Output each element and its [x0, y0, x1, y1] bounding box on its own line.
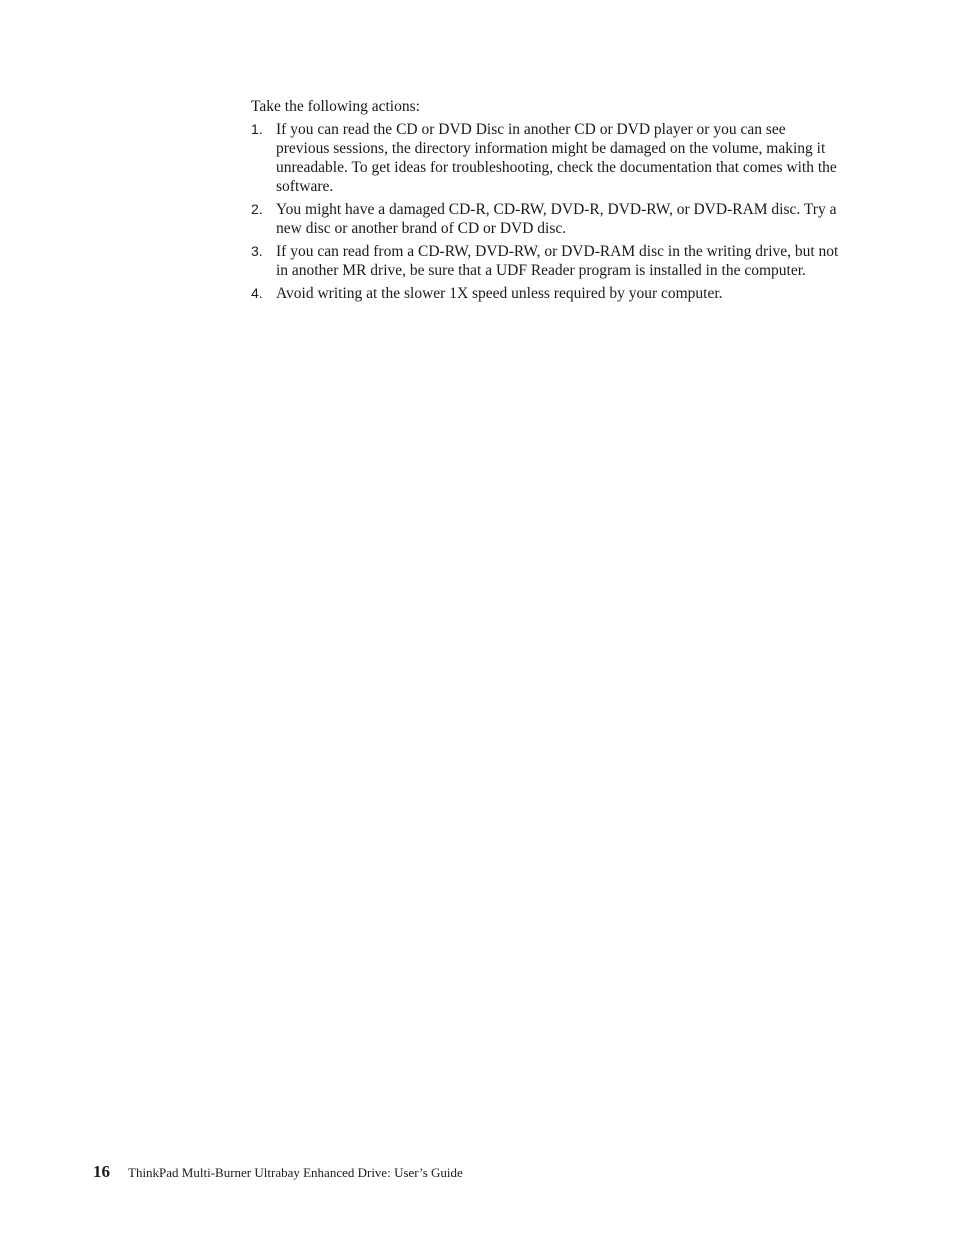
list-item-text: You might have a damaged CD-R, CD-RW, DVD-R, DVD-RW, or DVD-RAM disc. Try a new disc or another brand of CD or DVD disc.: [276, 201, 837, 237]
list-item: [251, 120, 841, 196]
list-item: [251, 284, 841, 303]
page-number: 16: [93, 1162, 110, 1181]
list-item-text: Avoid writing at the slower 1X speed unless required by your computer.: [276, 285, 723, 302]
main-content: [251, 97, 841, 307]
list-item-number: 2.: [251, 201, 263, 217]
list-item-number: 4.: [251, 285, 263, 301]
running-title: ThinkPad Multi-Burner Ultrabay Enhanced Drive: User’s Guide: [128, 1165, 463, 1180]
list-item: [251, 200, 841, 238]
list-item-number: 3.: [251, 243, 263, 259]
intro-text: Take the following actions:: [251, 98, 420, 115]
list-item-number: 1.: [251, 121, 263, 137]
page-footer: [93, 1162, 463, 1182]
list-item-text: If you can read the CD or DVD Disc in another CD or DVD player or you can see previous sessions, the directory information might be damaged on the volume, making it unreadable. To get ideas for troubleshooting, check the documentation that comes with the software.: [276, 121, 837, 195]
list-item-text: If you can read from a CD-RW, DVD-RW, or DVD-RAM disc in the writing drive, but not in another MR drive, be sure that a UDF Reader program is installed in the computer.: [276, 243, 839, 279]
list-item: [251, 242, 841, 280]
actions-list: [251, 120, 841, 303]
